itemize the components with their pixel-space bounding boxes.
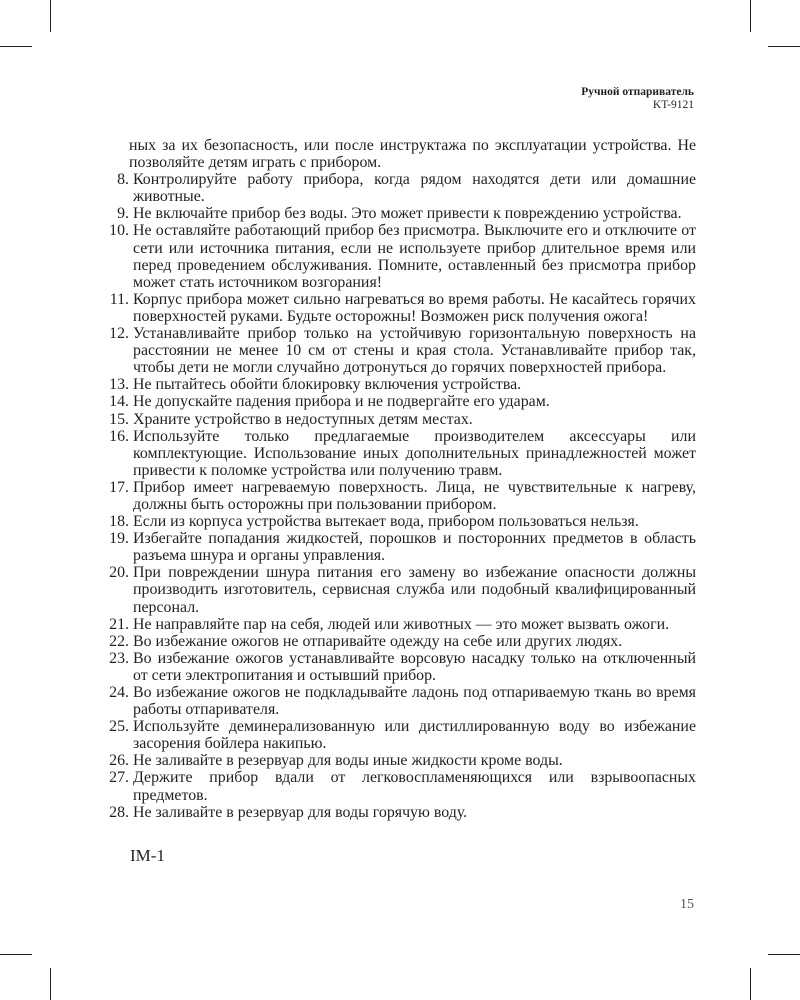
item-number: 20. (109, 564, 129, 582)
intro-paragraph: ных за их безопасность, или после инструктажа по эксплуатации устройства. Не позволяйте детям играть с прибором. (129, 137, 696, 172)
item-text: Корпус прибора может сильно нагреваться во время работы. Не касайтесь горячих поверхностей руками. Будьте осторожны! Возможен риск получения ожога! (133, 290, 696, 325)
item-number: 28. (109, 803, 129, 821)
list-item (102, 633, 696, 650)
item-text: Не пытайтесь обойти блокировку включения устройства. (133, 376, 522, 394)
list-item (102, 428, 696, 479)
item-number: 26. (109, 752, 129, 770)
item-number: 24. (109, 684, 129, 701)
item-text: Во избежание ожогов устанавливайте ворсовую насадку только на отключенный от сети электропитания и остывший прибор. (133, 649, 696, 684)
list-item (102, 684, 696, 718)
item-number: 27. (109, 769, 129, 787)
list-item (102, 616, 696, 633)
list-item (102, 752, 696, 769)
item-text: Не направляйте пар на себя, людей или животных — это может вызвать ожоги. (133, 615, 670, 633)
item-text: Не допускайте падения прибора и не подвергайте его ударам. (133, 393, 550, 411)
item-number: 22. (109, 632, 129, 650)
page-number: 15 (680, 897, 694, 912)
crop-mark (750, 0, 751, 32)
list-item (102, 530, 696, 564)
list-item (102, 650, 696, 684)
item-number: 23. (109, 649, 129, 667)
crop-mark (768, 46, 800, 47)
list-item (102, 171, 696, 205)
document-code: IM-1 (130, 846, 165, 865)
crop-mark (50, 968, 51, 1000)
item-text: Не включайте прибор без воды. Это может привести к повреждению устройства. (133, 205, 682, 223)
item-text: Не заливайте в резервуар для воды иные жидкости кроме воды. (133, 752, 563, 770)
item-text: Во избежание ожогов не подкладывайте ладонь под отпариваемую ткань во время работы отпаривателя. (133, 684, 696, 719)
list-item (102, 376, 696, 393)
item-text: Во избежание ожогов не отпаривайте одежду на себе или других людях. (133, 632, 623, 650)
list-item (102, 325, 696, 376)
list-item (102, 513, 696, 530)
list-item (102, 564, 696, 615)
list-item (102, 291, 696, 325)
product-model: KT-9121 (652, 99, 694, 111)
item-text: Если из корпуса устройства вытекает вода, прибором пользоваться нельзя. (133, 513, 639, 531)
item-number: 17. (109, 478, 129, 496)
item-number: 10. (109, 222, 129, 240)
item-text: Не оставляйте работающий прибор без присмотра. Выключите его и отключите от сети или источника питания, если не используете прибор длительное время или перед проведением обслуживания. Помните, оставленный без присмотра прибор может стать источником возгорания! (133, 222, 696, 291)
item-number: 21. (109, 615, 129, 633)
page-header (581, 86, 694, 112)
crop-mark (0, 954, 32, 955)
list-item (102, 205, 696, 222)
item-text: Используйте деминерализованную или дистиллированную воду во избежание засорения бойлера накипью. (133, 718, 696, 753)
item-text: Контролируйте работу прибора, когда рядом находятся дети или домашние животные. (133, 171, 696, 206)
item-number: 11. (109, 290, 129, 308)
list-item (102, 479, 696, 513)
item-text: Избегайте попадания жидкостей, порошков и посторонних предметов в область разъема шнура и органы управления. (133, 530, 696, 565)
product-title: Ручной отпариватель (581, 86, 694, 98)
item-text: При повреждении шнура питания его замену во избежание опасности должны производить изготовитель, сервисная служба или подобный квалифицированный персонал. (133, 564, 696, 616)
crop-mark (0, 46, 32, 47)
item-number: 16. (109, 427, 129, 445)
item-number: 9. (117, 205, 129, 223)
item-text: Храните устройство в недоступных детям местах. (133, 410, 473, 428)
list-item (102, 769, 696, 803)
list-item (102, 718, 696, 752)
safety-instructions (102, 137, 696, 821)
item-text: Устанавливайте прибор только на устойчивую горизонтальную поверхность на расстоянии не менее 10 см от стены и края стола. Устанавливайте прибор так, чтобы дети не могли случайно дотронуться до горячих поверхностей прибора. (133, 325, 696, 377)
item-number: 15. (109, 410, 129, 428)
crop-mark (50, 0, 51, 32)
item-number: 19. (109, 530, 129, 548)
item-text: Не заливайте в резервуар для воды горячую воду. (133, 803, 468, 821)
item-number: 14. (109, 393, 129, 411)
crop-mark (768, 954, 800, 955)
instruction-list (102, 171, 696, 821)
list-item (102, 411, 696, 428)
list-item (102, 222, 696, 290)
item-number: 25. (109, 718, 129, 736)
list-item (102, 804, 696, 821)
item-text: Держите прибор вдали от легковоспламеняющихся или взрывоопасных предметов. (133, 769, 696, 804)
list-item (102, 393, 696, 410)
item-number: 12. (109, 325, 129, 343)
item-number: 18. (109, 513, 129, 531)
item-text: Используйте только предлагаемые производителем аксессуары или комплектующие. Использование иных дополнительных принадлежностей может привести к поломке устройства или получению травм. (133, 427, 696, 479)
item-number: 13. (109, 376, 129, 394)
item-text: Прибор имеет нагреваемую поверхность. Лица, не чувствительные к нагреву, должны быть осторожны при пользовании прибором. (133, 478, 696, 513)
item-number: 8. (117, 171, 129, 189)
crop-mark (750, 968, 751, 1000)
